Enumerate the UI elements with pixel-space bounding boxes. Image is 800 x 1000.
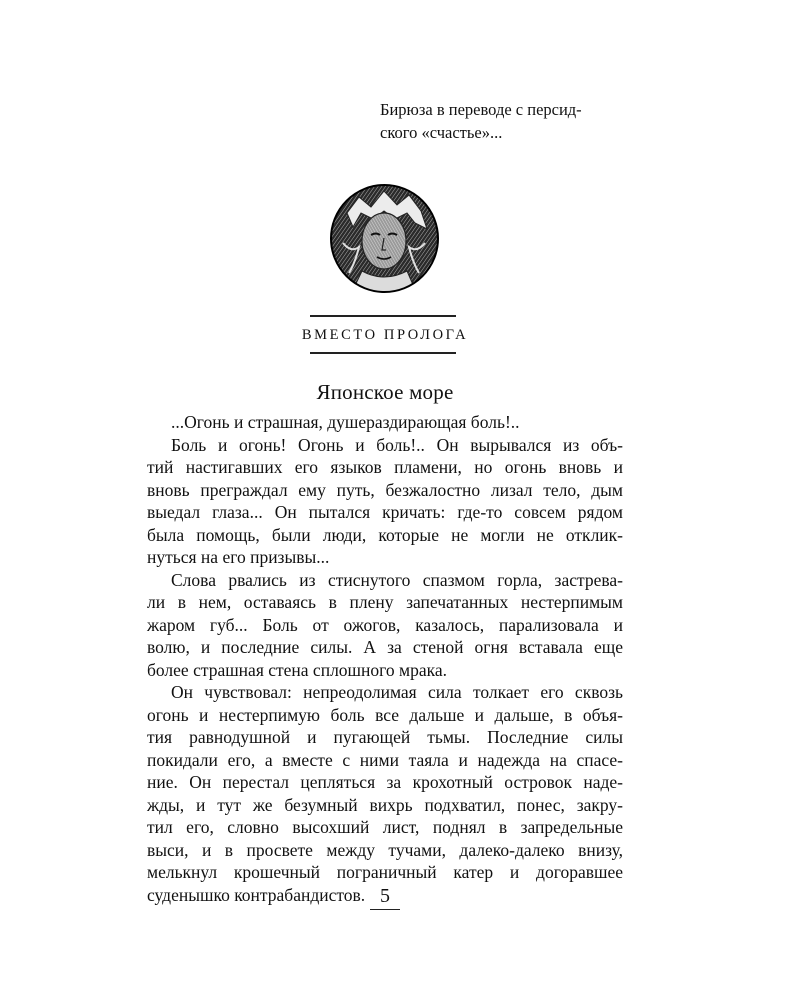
section-label: ВМЕСТО ПРОЛОГА bbox=[301, 327, 469, 343]
epigraph-line: Бирюза в переводе с персид- bbox=[380, 100, 582, 119]
text-line: покидали его, а вместе с ними таяла и надежда на спасе- bbox=[147, 749, 623, 770]
body-text bbox=[147, 411, 623, 906]
text-line: Он чувствовал: непреодолимая сила толкает его сквозь bbox=[171, 682, 623, 702]
text-line: жаром губ... Боль от ожогов, казалось, парализовала и bbox=[147, 614, 623, 635]
text-line: тил его, словно высохший лист, поднял в запредельные bbox=[147, 817, 623, 837]
section-rule-bottom bbox=[310, 352, 456, 354]
section-rule-top bbox=[310, 315, 456, 317]
text-line: выедал глаза... Он пытался кричать: где-то совсем рядом bbox=[147, 502, 623, 522]
text-line: тия равнодушной и пугающей тьмы. Последние силы bbox=[147, 727, 623, 747]
text-line: огонь и нестерпимую боль все дальше и дальше, в объя- bbox=[147, 704, 623, 725]
text-line: нуться на его призывы... bbox=[147, 547, 330, 567]
text-line: мелькнул крошечный пограничный катер и догоравшее bbox=[147, 862, 623, 882]
text-line: была помощь, были люди, которые не могли не отклик- bbox=[147, 524, 623, 545]
portrait-medallion-icon bbox=[329, 183, 440, 294]
text-line: суденышко контрабандистов. bbox=[147, 884, 366, 905]
text-line: ние. Он перестал цепляться за крохотный островок наде- bbox=[147, 772, 623, 792]
text-line: Боль и огонь! Огонь и боль!.. Он вырывался из объ- bbox=[171, 434, 623, 455]
text-line: выси, и в просвете между тучами, далеко-далеко внизу, bbox=[147, 839, 623, 860]
text-line: жды, и тут же безумный вихрь подхватил, понес, закру- bbox=[147, 794, 623, 815]
text-line: более страшная стена сплошного мрака. bbox=[147, 659, 447, 680]
text-line: ли в нем, оставаясь в плену запечатанных нестерпимым bbox=[147, 592, 623, 612]
page-number: 5 bbox=[370, 885, 400, 910]
text-line: вновь преграждал ему путь, безжалостно лизал тело, дым bbox=[147, 479, 623, 500]
epigraph bbox=[380, 98, 625, 144]
epigraph-line: ского «счастье»... bbox=[380, 123, 503, 142]
text-line: волю, и последние силы. А за стеной огня вставала еще bbox=[147, 637, 623, 657]
text-line: тий настигавших его языков пламени, но огонь вновь и bbox=[147, 457, 623, 477]
text-line: Слова рвались из стиснутого спазмом горла, застрева- bbox=[171, 569, 623, 590]
chapter-title: Японское море bbox=[316, 380, 454, 404]
text-line: ...Огонь и страшная, душераздирающая боль!.. bbox=[171, 412, 520, 432]
